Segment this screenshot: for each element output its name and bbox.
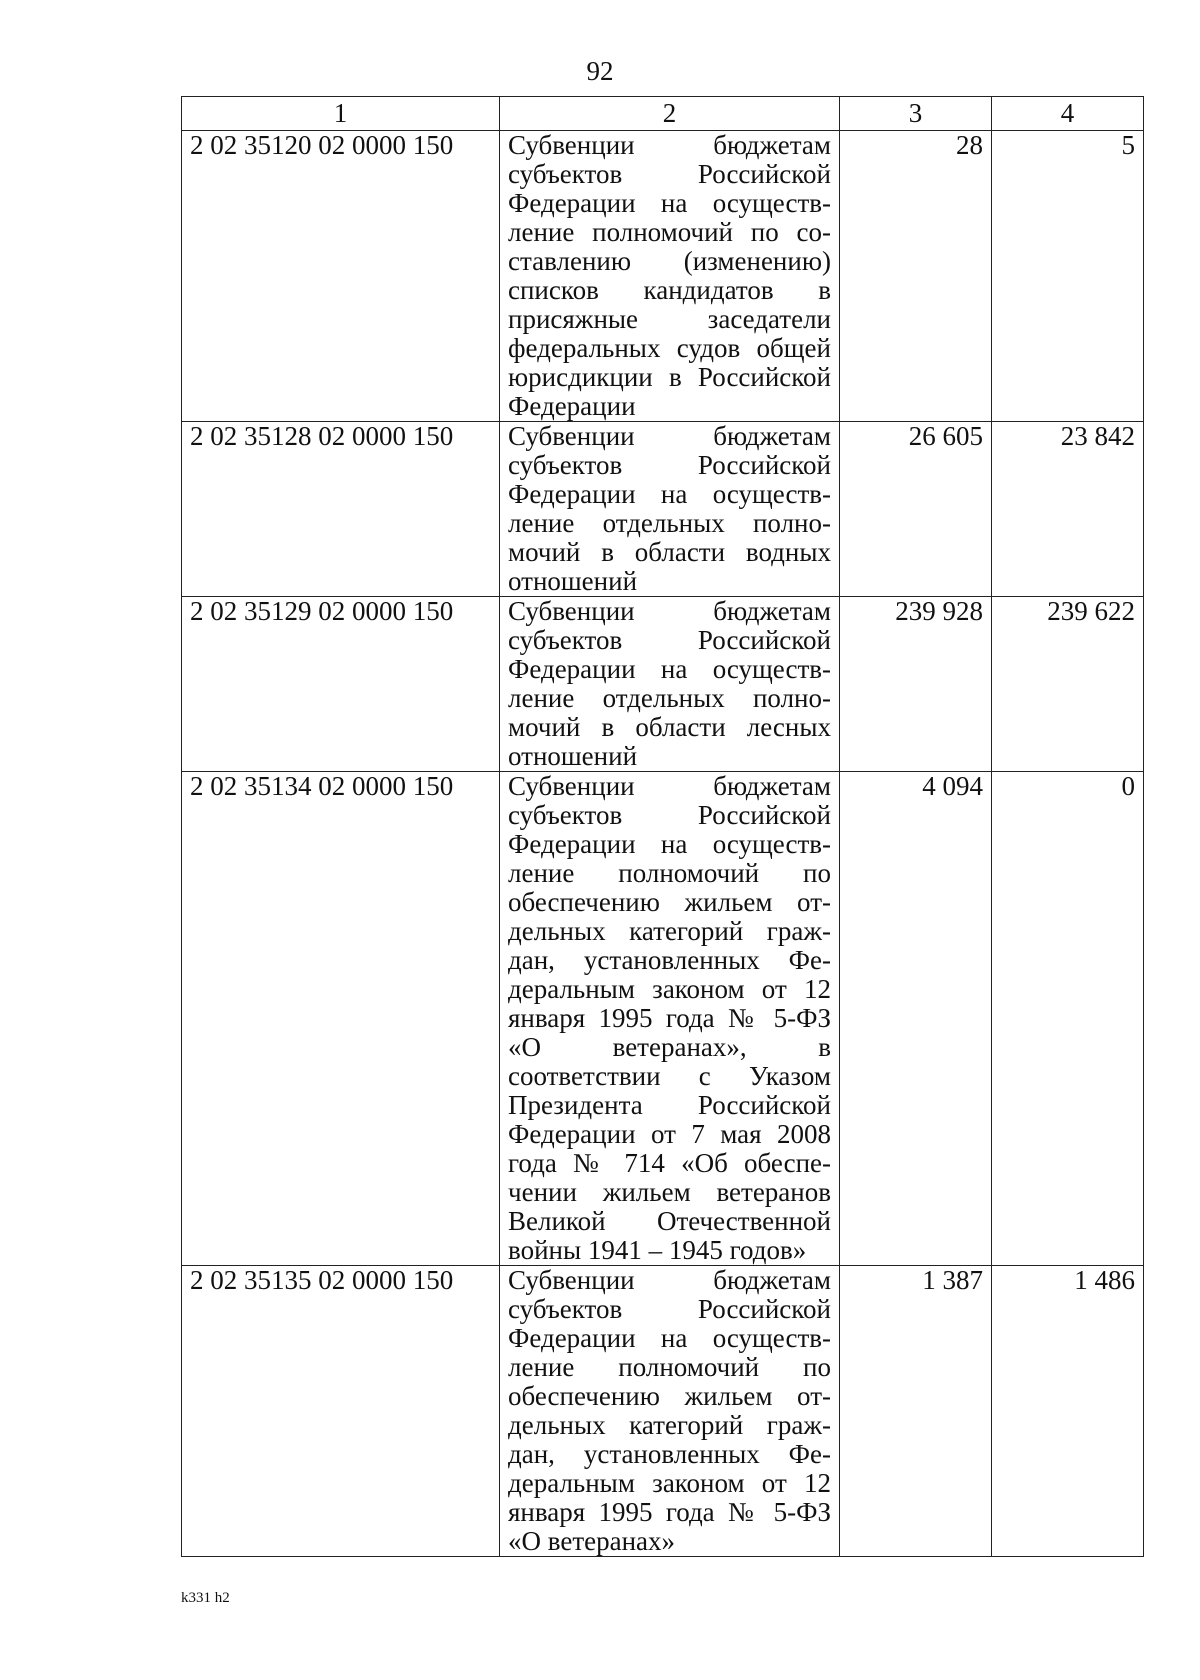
description-cell: Субвенции бюджетам субъектов Российской Федерации на осуществление отдельных полномочий в области лесных отношений bbox=[500, 597, 840, 772]
column-header-4: 4 bbox=[992, 97, 1144, 131]
description-cell: Субвенции бюджетам субъектов Российской Федерации на осуществление полномочий по обеспечению жильем отдельных категорий граждан, установленных Федеральным законом от 12 января 1995 года № 5-ФЗ «О ветеранах» bbox=[500, 1266, 840, 1557]
amount-col4-cell: 1 486 bbox=[992, 1266, 1144, 1557]
table-row bbox=[182, 1266, 1144, 1557]
budget-code-cell: 2 02 35134 02 0000 150 bbox=[182, 772, 500, 1266]
table-row bbox=[182, 597, 1144, 772]
amount-col3-cell: 1 387 bbox=[840, 1266, 992, 1557]
budget-code-cell: 2 02 35129 02 0000 150 bbox=[182, 597, 500, 772]
amount-col4-cell: 239 622 bbox=[992, 597, 1144, 772]
table-row bbox=[182, 422, 1144, 597]
budget-table bbox=[181, 96, 1144, 1557]
page-number: 92 bbox=[586, 56, 614, 86]
amount-col3-cell: 26 605 bbox=[840, 422, 992, 597]
table-row bbox=[182, 772, 1144, 1266]
amount-col3-cell: 239 928 bbox=[840, 597, 992, 772]
table-row bbox=[182, 131, 1144, 422]
description-cell: Субвенции бюджетам субъектов Российской Федерации на осуществление полномочий по составлению (изменению) списков кандидатов в присяжные заседатели федеральных судов общей юрисдикции в Российской Федерации bbox=[500, 131, 840, 422]
document-footer-code: k331 h2 bbox=[181, 1590, 230, 1606]
column-header-3: 3 bbox=[840, 97, 992, 131]
amount-col3-cell: 28 bbox=[840, 131, 992, 422]
amount-col3-cell: 4 094 bbox=[840, 772, 992, 1266]
budget-code-cell: 2 02 35128 02 0000 150 bbox=[182, 422, 500, 597]
amount-col4-cell: 0 bbox=[992, 772, 1144, 1266]
amount-col4-cell: 5 bbox=[992, 131, 1144, 422]
budget-code-cell: 2 02 35135 02 0000 150 bbox=[182, 1266, 500, 1557]
description-cell: Субвенции бюджетам субъектов Российской Федерации на осуществление отдельных полномочий в области водных отношений bbox=[500, 422, 840, 597]
table-header-row bbox=[182, 97, 1144, 131]
budget-code-cell: 2 02 35120 02 0000 150 bbox=[182, 131, 500, 422]
column-header-1: 1 bbox=[182, 97, 500, 131]
column-header-2: 2 bbox=[500, 97, 840, 131]
amount-col4-cell: 23 842 bbox=[992, 422, 1144, 597]
description-cell: Субвенции бюджетам субъектов Российской Федерации на осуществление полномочий по обеспечению жильем отдельных категорий граждан, установленных Федеральным законом от 12 января 1995 года № 5-ФЗ «О ветеранах», в соответствии с Указом Президента Российской Федерации от 7 мая 2008 года № 714 «Об обеспечении жильем ветеранов Великой Отечественной войны 1941 – 1945 годов» bbox=[500, 772, 840, 1266]
